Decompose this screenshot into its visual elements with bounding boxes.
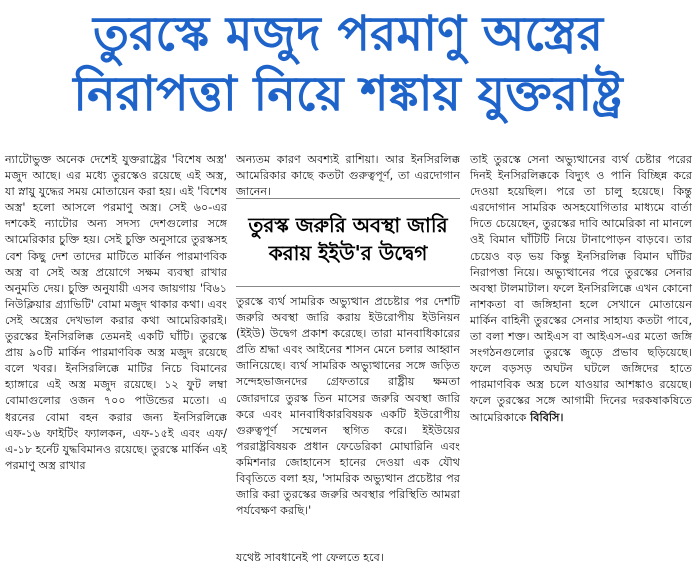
- headline-line-1: তুরস্কে মজুদ পরমাণু অস্ত্রের: [92, 6, 604, 62]
- subheadline-rule-top: [236, 198, 460, 199]
- article-column-2-body: [236, 294, 460, 519]
- article-column-3: [470, 152, 692, 426]
- column-2-bottom-text: যথেষ্ট সাবধানেই পা ফেলতে হবে।: [236, 551, 384, 564]
- column-1-text: ন্যাটোভুক্ত অনেক দেশেই যুক্তরাষ্ট্রের 'বিশেষ অস্ত্র' মজুদ আছে। এর মধ্যে তুরস্কেও রয়েছে এই অস্ত্র, যা স্নায়ু যুদ্ধের সময় মোতায়েন করা হয়। এই 'বিশেষ অস্ত্র' হলো আসলে পরমাণু অস্ত্র। সেই ৬০-এর দশকেই ন্যাটোর অন্য সদস্য দেশগুলোর সঙ্গে আমেরিকার চুক্তি হয়। সেই চুক্তি অনুসারে তুরস্কসহ বেশ কিছু দেশ তাদের মাটিতে মার্কিন পারমাণবিক অস্ত্র বা সেই অস্ত্র প্রয়োগে সক্ষম ব্যবস্থা রাখার অনুমতি দেয়। চুক্তি অনুযায়ী এসব জায়গায় 'বি৬১ নিউক্লিয়ার গ্র্যাভিটি' বোমা মজুদ থাকার কথা। এবং সেই অস্ত্রের দেখভাল করার কথা আমেরিকারই। তুরস্কের ইনসিরলিক্ক তেমনই একটি ঘাঁটি। তুরস্কে প্রায় ৯০টি মার্কিন পারমাণবিক অস্ত্র মজুদ রয়েছে বলে খবর। ইনসিরলিক্কে মাটির নিচে বিমানের হ্যাঙ্গারে এই অস্ত্র মজুদ রয়েছে। ১২ ফুট লম্বা বোমাগুলোর ওজন ৭০০ পাউন্ডের মতো। এ ধরনের বোমা বহন করার জন্য ইনসিরলিক্কে এফ-১৬ ফাইটিং ফ্যালকন, এফ-১৫ই এবং এফ/এ-১৮ হর্নেট যুদ্ধবিমানও রয়েছে। তুরস্কে মার্কিন এই পরমাণু অস্ত্র রাখার: [5, 153, 227, 472]
- subheadline-rule-bottom: [236, 286, 460, 287]
- subheadline-line-2: করায় ইইউ'র উদ্বেগ: [268, 241, 428, 265]
- column-2-body-text: তুরস্কে ব্যর্থ সামরিক অভ্যুত্থান প্রচেষ্টার পর দেশটি জরুরি অবস্থা জারি করায় ইউরোপীয় ইউনিয়ন (ইইউ) উদ্বেগ প্রকাশ করেছে। তারা মানবাধিকারের প্রতি শ্রদ্ধা এবং আইনের শাসন মেনে চলার আহ্বান জানিয়েছে। ব্যর্থ সামরিক অভ্যুত্থানের সঙ্গে জড়িত সন্দেহভাজনদের গ্রেফতারে রাষ্ট্রীয় ক্ষমতা জোরদারে তুরস্ক তিন মাসের জরুরি অবস্থা জারি করে এবং মানবাধিকারবিষয়ক একটি ইউরোপীয় গুরুত্বপূর্ণ সম্মেলন স্থগিত করে। ইইউয়ের পররাষ্ট্রবিষয়ক প্রধান ফেডেরিকা মোঘারিনি এবং কমিশনার জোহানেস হানের দেওয়া এক যৌথ বিবৃতিতে বলা হয়, 'সামরিক অভ্যুত্থান প্রচেষ্টার পর জারি করা তুরস্কের জরুরি অবস্থার পরিস্থিতি আমরা পর্যবেক্ষণ করছি।': [236, 295, 460, 518]
- subheadline: [236, 211, 460, 267]
- headline: [0, 4, 696, 124]
- article-column-2-top: [236, 152, 460, 200]
- source-credit: বিবিসি।: [530, 410, 564, 424]
- subheadline-line-1: তুরস্ক জরুরি অবস্থা জারি: [248, 213, 448, 237]
- article-column-1: [5, 152, 227, 474]
- column-3-text: তাই তুরস্কে সেনা অভ্যুত্থানের ব্যর্থ চেষ্টার পরের দিনই ইনসিরলিক্ককে বিদ্যুৎ ও পানি বিচ্ছিন্ন করে দেওয়া হয়েছিল। পরে তা চালু হয়েছে। কিন্তু এরদোগান সামরিক অসহযোগিতার মাধ্যমে বার্তা দিতে চেয়েছেন, তুরস্কের দাবি আমেরিকা না মানলে ওই বিমান ঘাঁটিটি নিয়ে টানাপোড়ন বাড়বে। তার চেয়েও বড় ভয় কিন্তু ইনসিরলিক্ক বিমান ঘাঁটির নিরাপত্তা নিয়ে। অভ্যুত্থানের পরে তুরস্কের সেনার অবস্থা টালমাটাল। ফলে ইনসিরলিক্কে এখন কোনো নাশকতা বা জঙ্গিহানা হলে সেখানে মোতায়েন মার্কিন বাহিনী তুরস্কের সেনার সাহায্য কতটা পাবে, তা বলা শক্ত। আইএস বা আইএস-এর মতো জঙ্গি সংগঠনগুলোর তুরস্কে জুড়ে প্রভাব ছড়িয়েছে। ফলে বড়সড় অঘটন ঘটলে জঙ্গিদের হাতে পারমাণবিক অস্ত্র চলে যাওয়ার আশঙ্কাও রয়েছে। ফলে তুরস্কের সঙ্গে আগামী দিনের দরকষাকষিতে আমেরিকাকে: [470, 153, 692, 424]
- article-column-2-bottom: [236, 550, 460, 566]
- column-2-top-text: অন্যতম কারণ অবশ্যই রাশিয়া। আর ইনসিরলিক্ক আমেরিকার কাছে কতটা গুরুত্বপূর্ণ, তা এরদোগান জানেন।: [236, 153, 460, 199]
- headline-line-2: নিরাপত্তা নিয়ে শঙ্কায় যুক্তরাষ্ট্র: [73, 66, 623, 122]
